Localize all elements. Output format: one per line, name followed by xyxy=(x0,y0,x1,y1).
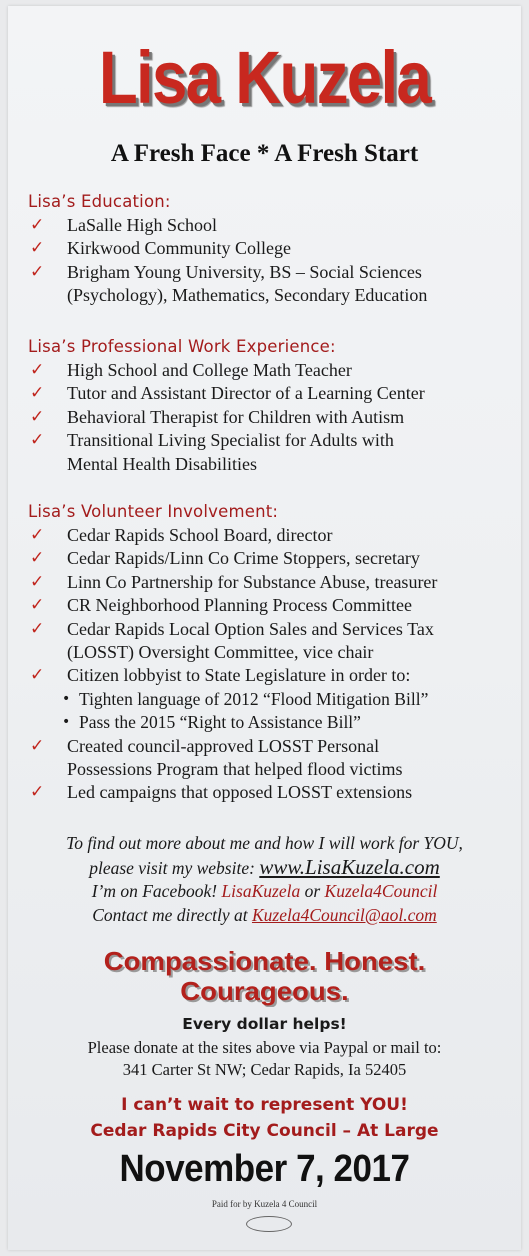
list-item xyxy=(28,664,511,687)
checkmark-icon: ✓ xyxy=(30,548,45,569)
list-item xyxy=(28,735,511,782)
sub-list-item xyxy=(28,711,511,734)
volunteer-list-continued xyxy=(28,735,511,805)
office-line: Cedar Rapids City Council – At Large xyxy=(90,1121,439,1141)
facebook-link-1[interactable]: LisaKuzela xyxy=(221,881,301,901)
facebook-link-2[interactable]: Kuzela4Council xyxy=(324,881,438,901)
checkmark-icon: ✓ xyxy=(30,571,45,592)
checkmark-icon: ✓ xyxy=(30,595,45,616)
work-list xyxy=(28,359,511,476)
checkmark-icon: ✓ xyxy=(30,665,45,686)
checkmark-icon: ✓ xyxy=(30,261,45,282)
education-list xyxy=(28,214,511,308)
website-link[interactable]: www.LisaKuzela.com xyxy=(259,854,440,879)
paid-for-disclaimer: Paid for by Kuzela 4 Council xyxy=(211,1199,318,1209)
checkmark-icon: ✓ xyxy=(30,430,45,451)
list-item xyxy=(28,618,511,665)
checkmark-icon: ✓ xyxy=(30,383,45,404)
bullet-icon: • xyxy=(62,714,71,731)
list-item-text: High School and College Math Teacher xyxy=(67,360,352,380)
work-section xyxy=(28,337,511,476)
mailing-address: 341 Carter St NW; Cedar Rapids, Ia 52405 xyxy=(122,1060,407,1079)
slogan-line-2: Courageous. xyxy=(180,976,349,1006)
volunteer-heading: Lisa’s Volunteer Involvement: xyxy=(28,502,279,521)
sub-list-item-text: Pass the 2015 “Right to Assistance Bill” xyxy=(79,712,361,733)
candidate-name: Lisa Kuzela xyxy=(98,36,431,119)
union-bug-logo xyxy=(246,1216,292,1232)
list-item xyxy=(28,547,511,570)
donate-block xyxy=(8,1037,521,1081)
education-section xyxy=(28,192,511,308)
list-item-text: Cedar Rapids/Linn Co Crime Stoppers, secretary xyxy=(67,548,420,569)
facebook-line xyxy=(8,880,521,904)
list-item-text: (Psychology), Mathematics, Secondary Education xyxy=(67,285,428,306)
slogan-line-1: Compassionate. Honest. xyxy=(103,946,426,976)
bullet-icon: • xyxy=(62,690,71,707)
list-item-text: Cedar Rapids School Board, director xyxy=(67,525,333,545)
tagline: A Fresh Face * A Fresh Start xyxy=(110,140,419,167)
work-heading: Lisa’s Professional Work Experience: xyxy=(28,337,336,356)
list-item-text: Kirkwood Community College xyxy=(67,238,291,259)
checkmark-icon: ✓ xyxy=(30,406,45,427)
list-item-text: Linn Co Partnership for Substance Abuse, treasurer xyxy=(67,571,438,592)
list-item-text: Created council-approved LOSST Personal xyxy=(67,735,380,756)
facebook-or: or xyxy=(300,881,325,901)
list-item xyxy=(28,429,511,476)
list-item xyxy=(28,359,511,382)
list-item xyxy=(28,594,511,617)
website-prefix: please visit my website: xyxy=(89,857,260,878)
checkmark-icon: ✓ xyxy=(30,238,45,259)
list-item-text: (LOSST) Oversight Committee, vice chair xyxy=(67,642,374,663)
sub-list-item-text: Tighten language of 2012 “Flood Mitigation Bill” xyxy=(79,688,429,709)
list-item xyxy=(28,382,511,405)
list-item-text: Transitional Living Specialist for Adults with xyxy=(67,430,394,451)
donate-instructions: Please donate at the sites above via Paypal or mail to: xyxy=(87,1038,442,1057)
education-heading: Lisa’s Education: xyxy=(28,192,171,211)
sub-list-item xyxy=(28,688,511,711)
list-item-text: Mental Health Disabilities xyxy=(67,453,257,474)
closing-block xyxy=(8,1092,521,1144)
list-item-text: Tutor and Assistant Director of a Learning Center xyxy=(67,383,425,404)
list-item-text: Behavioral Therapist for Children with Autism xyxy=(67,406,405,427)
list-item-text: Led campaigns that opposed LOSST extensions xyxy=(67,782,413,803)
list-item xyxy=(28,214,511,237)
election-date: November 7, 2017 xyxy=(119,1148,410,1190)
list-item-text: Brigham Young University, BS – Social Sciences xyxy=(67,261,422,282)
list-item xyxy=(28,571,511,594)
contact-intro: To find out more about me and how I will work for YOU, xyxy=(66,833,463,853)
list-item xyxy=(28,524,511,547)
checkmark-icon: ✓ xyxy=(30,360,45,380)
email-prefix: Contact me directly at xyxy=(92,904,252,925)
represent-line: I can’t wait to represent YOU! xyxy=(121,1095,408,1115)
list-item-text: LaSalle High School xyxy=(67,215,217,235)
list-item-text: Citizen lobbyist to State Legislature in order to: xyxy=(67,665,411,686)
list-item xyxy=(28,406,511,429)
list-item-text: Cedar Rapids Local Option Sales and Services Tax xyxy=(67,618,434,639)
list-item xyxy=(28,237,511,260)
volunteer-section xyxy=(28,502,511,805)
list-item xyxy=(28,781,511,804)
checkmark-icon: ✓ xyxy=(30,525,45,545)
checkmark-icon: ✓ xyxy=(30,735,45,756)
donate-heading: Every dollar helps! xyxy=(182,1015,347,1033)
volunteer-list xyxy=(28,524,511,688)
email-link[interactable]: Kuzela4Council@aol.com xyxy=(251,904,437,925)
contact-block xyxy=(8,832,521,927)
checkmark-icon: ✓ xyxy=(30,618,45,639)
volunteer-sub-list xyxy=(28,688,511,735)
checkmark-icon: ✓ xyxy=(30,782,45,803)
slogan xyxy=(0,946,529,1006)
campaign-flyer xyxy=(8,6,521,1250)
email-line xyxy=(8,904,521,928)
list-item xyxy=(28,261,511,308)
list-item-text: CR Neighborhood Planning Process Committee xyxy=(67,595,412,616)
website-line xyxy=(8,856,521,881)
checkmark-icon: ✓ xyxy=(30,215,45,235)
list-item-text: Possessions Program that helped flood victims xyxy=(67,759,403,780)
facebook-prefix: I’m on Facebook! xyxy=(91,881,222,901)
